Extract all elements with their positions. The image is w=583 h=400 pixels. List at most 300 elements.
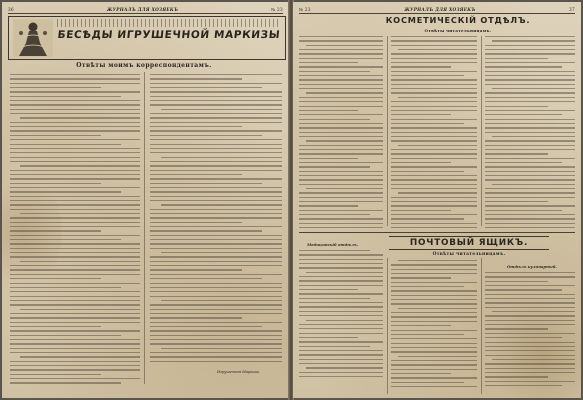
- text-line: [299, 101, 383, 102]
- text-line: [150, 217, 282, 218]
- text-line: [398, 308, 477, 309]
- text-line: [150, 209, 282, 210]
- text-line: [391, 175, 477, 176]
- text-line: [485, 272, 575, 273]
- right-running-head: [299, 5, 575, 14]
- text-line: [299, 71, 370, 72]
- text-line: [485, 276, 575, 277]
- text-line: [485, 188, 575, 189]
- text-line: [299, 127, 383, 128]
- text-line: [10, 191, 121, 192]
- text-line: [10, 243, 140, 244]
- text-line: [299, 210, 383, 211]
- text-line: [10, 317, 140, 318]
- text-line: [10, 274, 140, 275]
- text-line: [10, 74, 140, 75]
- text-line: [150, 343, 282, 344]
- text-line: [485, 355, 575, 356]
- cosmetic-col-1: [299, 36, 383, 232]
- text-line: [10, 157, 140, 158]
- text-line: [10, 343, 140, 344]
- medical-subhead: Медицинскій отдѣлъ.: [307, 242, 359, 247]
- text-line: [391, 330, 477, 331]
- text-line: [10, 109, 140, 110]
- text-line: [150, 239, 282, 240]
- text-line: [10, 135, 101, 136]
- mailbox-title: ПОЧТОВЫЙ ЯЩИКЪ.: [389, 236, 549, 250]
- text-line: [10, 126, 140, 127]
- text-line: [391, 136, 477, 137]
- text-line: [10, 278, 101, 279]
- text-line: [10, 204, 140, 205]
- text-line: [10, 313, 140, 314]
- text-line: [485, 162, 562, 163]
- text-line: [150, 265, 282, 266]
- text-line: [10, 222, 140, 223]
- text-line: [150, 330, 282, 331]
- text-line: [391, 277, 451, 278]
- text-line: [10, 352, 140, 353]
- text-line: [299, 149, 383, 150]
- text-line: [391, 286, 464, 287]
- text-line: [398, 192, 477, 193]
- text-line: [299, 123, 383, 124]
- right-page-number: 37: [569, 6, 575, 12]
- text-line: [150, 196, 282, 197]
- text-line: [492, 88, 575, 89]
- text-line: [485, 127, 575, 128]
- text-line: [299, 158, 358, 159]
- text-line: [150, 113, 282, 114]
- text-line: [150, 313, 282, 314]
- text-line: [150, 91, 282, 92]
- text-line: [10, 170, 140, 171]
- text-line: [485, 75, 575, 76]
- text-line: [161, 157, 282, 158]
- text-line: [299, 153, 383, 154]
- text-line: [10, 374, 101, 375]
- text-line: [10, 78, 140, 79]
- text-line: [299, 341, 383, 342]
- text-line: [299, 62, 358, 63]
- text-line: [150, 335, 282, 336]
- text-line: [299, 175, 383, 176]
- text-line: [150, 352, 282, 353]
- text-line: [299, 328, 383, 329]
- mailbox-col-3: [485, 272, 575, 394]
- text-line: [150, 122, 282, 123]
- text-line: [20, 213, 140, 214]
- text-line: [299, 337, 358, 338]
- text-line: [485, 210, 562, 211]
- text-line: [391, 321, 477, 322]
- text-line: [485, 346, 575, 347]
- text-line: [391, 299, 477, 300]
- text-line: [391, 66, 451, 67]
- cook-subhead: Отдѣлъ кулинарный.: [507, 264, 557, 269]
- text-line: [150, 291, 282, 292]
- text-line: [485, 66, 562, 67]
- left-running-head: [8, 5, 283, 14]
- text-line: [150, 170, 282, 171]
- text-line: [391, 377, 477, 378]
- text-line: [10, 235, 140, 236]
- text-line: [391, 227, 477, 228]
- text-line: [485, 281, 548, 282]
- text-line: [391, 171, 464, 172]
- text-line: [485, 132, 575, 133]
- text-line: [299, 162, 383, 163]
- text-line: [10, 183, 101, 184]
- text-line: [150, 248, 282, 249]
- text-line: [150, 235, 282, 236]
- text-line: [391, 210, 451, 211]
- text-line: [299, 106, 383, 107]
- text-line: [391, 149, 477, 150]
- text-line: [299, 298, 370, 299]
- text-line: [485, 179, 575, 180]
- text-line: [150, 213, 282, 214]
- text-line: [398, 356, 477, 357]
- text-line: [391, 101, 477, 102]
- text-line: [10, 200, 140, 201]
- text-line: [485, 223, 575, 224]
- text-line: [10, 248, 140, 249]
- section-rule: [299, 232, 575, 233]
- text-line: [10, 161, 140, 162]
- text-line: [391, 295, 477, 296]
- text-line: [10, 378, 140, 379]
- text-line: [485, 298, 575, 299]
- text-line: [10, 239, 121, 240]
- text-line: [299, 145, 383, 146]
- text-line: [391, 290, 477, 291]
- text-line: [150, 87, 262, 88]
- text-line: [485, 302, 575, 303]
- mailbox-col-1: [299, 250, 383, 394]
- text-line: [485, 328, 548, 329]
- text-line: [299, 197, 383, 198]
- text-line: [10, 296, 140, 297]
- right-column-text: [150, 74, 282, 364]
- cosmetic-col-2: [391, 36, 477, 232]
- text-line: [150, 74, 282, 75]
- left-issue-number: № 23: [271, 6, 283, 12]
- text-line: [150, 243, 282, 244]
- text-line: [391, 334, 464, 335]
- column-divider: [387, 258, 388, 394]
- text-line: [391, 269, 477, 270]
- text-line: [485, 197, 575, 198]
- text-line: [10, 139, 140, 140]
- banner-lace-ornament: [57, 19, 281, 27]
- text-line: [150, 356, 282, 357]
- text-line: [10, 335, 121, 336]
- text-line: [391, 140, 477, 141]
- text-line: [150, 187, 282, 188]
- text-line: [150, 200, 282, 201]
- text-line: [485, 114, 562, 115]
- text-line: [391, 92, 477, 93]
- text-line: [391, 166, 477, 167]
- article-heading: Отвѣты моимъ корреспондентамъ.: [76, 62, 212, 69]
- text-line: [485, 92, 575, 93]
- text-line: [391, 364, 477, 365]
- text-line: [299, 84, 383, 85]
- right-running-title: ЖУРНАЛЪ ДЛЯ ХОЗЯЕКЪ: [404, 6, 476, 12]
- text-line: [299, 223, 383, 224]
- text-line: [150, 144, 282, 145]
- column-divider: [387, 36, 388, 226]
- text-line: [10, 252, 140, 253]
- text-line: [161, 252, 282, 253]
- text-line: [150, 83, 282, 84]
- text-line: [391, 75, 464, 76]
- text-line: [10, 361, 140, 362]
- text-line: [150, 261, 282, 262]
- text-line: [485, 84, 575, 85]
- text-line: [485, 315, 575, 316]
- text-line: [485, 307, 575, 308]
- text-line: [20, 117, 140, 118]
- text-line: [391, 158, 477, 159]
- text-line: [10, 174, 140, 175]
- text-line: [485, 227, 575, 228]
- text-line: [10, 130, 140, 131]
- text-line: [299, 184, 383, 185]
- text-line: [299, 192, 383, 193]
- text-line: [150, 126, 242, 127]
- text-line: [485, 320, 575, 321]
- text-line: [10, 322, 140, 323]
- text-line: [150, 135, 262, 136]
- text-line: [150, 174, 242, 175]
- text-line: [391, 114, 451, 115]
- text-line: [391, 184, 477, 185]
- text-line: [391, 88, 477, 89]
- text-line: [150, 139, 282, 140]
- text-line: [10, 83, 140, 84]
- column-divider: [144, 72, 145, 384]
- text-line: [391, 312, 477, 313]
- text-line: [20, 356, 140, 357]
- right-page: [293, 2, 581, 398]
- text-line: [492, 40, 575, 41]
- text-line: [306, 92, 383, 93]
- text-line: [299, 285, 383, 286]
- text-line: [485, 79, 575, 80]
- text-line: [306, 320, 383, 321]
- text-line: [485, 333, 575, 334]
- text-line: [398, 260, 477, 261]
- text-line: [10, 382, 121, 383]
- text-line: [20, 261, 140, 262]
- text-line: [391, 58, 477, 59]
- text-line: [391, 119, 477, 120]
- text-line: [10, 152, 140, 153]
- text-line: [299, 36, 383, 37]
- text-line: [391, 303, 477, 304]
- text-line: [485, 149, 575, 150]
- text-line: [485, 337, 562, 338]
- text-line: [150, 278, 262, 279]
- text-line: [299, 58, 383, 59]
- text-line: [492, 359, 575, 360]
- cosmetic-dept-title: КОСМЕТИЧЕСКІЙ ОТДѢЛЪ.: [385, 15, 531, 25]
- text-line: [299, 259, 383, 260]
- text-line: [299, 227, 383, 228]
- text-line: [10, 209, 140, 210]
- text-line: [299, 350, 383, 351]
- text-line: [485, 376, 548, 377]
- left-signature: Игрушечная Маркиза.: [217, 370, 260, 374]
- text-line: [391, 316, 477, 317]
- text-line: [299, 306, 383, 307]
- text-line: [10, 330, 140, 331]
- text-line: [398, 145, 477, 146]
- text-line: [485, 205, 575, 206]
- text-line: [299, 293, 383, 294]
- text-line: [391, 79, 477, 80]
- text-line: [391, 347, 477, 348]
- text-line: [391, 153, 477, 154]
- column-divider: [481, 36, 482, 226]
- text-line: [150, 317, 242, 318]
- text-line: [10, 283, 140, 284]
- text-line: [299, 114, 383, 115]
- text-line: [299, 53, 383, 54]
- text-line: [299, 354, 383, 355]
- text-line: [485, 97, 575, 98]
- text-line: [150, 309, 282, 310]
- text-line: [10, 287, 121, 288]
- text-line: [485, 363, 575, 364]
- text-line: [391, 45, 477, 46]
- text-line: [10, 113, 140, 114]
- text-line: [485, 58, 548, 59]
- text-line: [10, 226, 140, 227]
- text-line: [150, 100, 282, 101]
- text-line: [306, 272, 383, 273]
- text-line: [150, 130, 282, 131]
- text-line: [150, 178, 282, 179]
- text-line: [150, 256, 282, 257]
- text-line: [485, 62, 575, 63]
- text-line: [485, 49, 575, 50]
- text-line: [10, 365, 140, 366]
- text-line: [20, 165, 140, 166]
- text-line: [299, 75, 383, 76]
- cosmetic-col-3: [485, 36, 575, 232]
- text-line: [391, 351, 477, 352]
- text-line: [150, 161, 282, 162]
- text-line: [391, 162, 451, 163]
- text-line: [485, 110, 575, 111]
- text-line: [485, 166, 575, 167]
- text-line: [150, 165, 282, 166]
- text-line: [485, 372, 575, 373]
- text-line: [150, 78, 242, 79]
- text-line: [10, 256, 140, 257]
- text-line: [485, 123, 575, 124]
- text-line: [391, 106, 477, 107]
- text-line: [299, 324, 383, 325]
- column-banner: [8, 16, 286, 60]
- text-line: [391, 84, 477, 85]
- text-line: [485, 342, 575, 343]
- text-line: [485, 101, 575, 102]
- text-line: [485, 381, 575, 382]
- text-line: [299, 359, 383, 360]
- text-line: [391, 205, 477, 206]
- text-line: [150, 296, 282, 297]
- text-line: [10, 269, 140, 270]
- text-line: [485, 53, 575, 54]
- text-line: [150, 226, 282, 227]
- text-line: [391, 127, 477, 128]
- left-column-text: [10, 74, 140, 386]
- text-line: [150, 191, 282, 192]
- text-line: [150, 222, 242, 223]
- text-line: [299, 289, 358, 290]
- text-line: [485, 385, 562, 386]
- cosmetic-dept-subtitle: Отвѣты читательницамъ.: [424, 28, 492, 33]
- text-line: [10, 148, 140, 149]
- text-line: [299, 97, 383, 98]
- text-line: [299, 166, 370, 167]
- text-line: [485, 119, 575, 120]
- text-line: [485, 218, 575, 219]
- text-line: [20, 309, 140, 310]
- text-line: [150, 117, 282, 118]
- column-divider: [481, 258, 482, 394]
- text-line: [485, 158, 575, 159]
- text-line: [299, 376, 383, 377]
- text-line: [299, 267, 383, 268]
- text-line: [150, 274, 282, 275]
- text-line: [485, 285, 575, 286]
- text-line: [391, 53, 477, 54]
- text-line: [485, 145, 575, 146]
- text-line: [391, 132, 477, 133]
- text-line: [150, 183, 262, 184]
- text-line: [391, 40, 477, 41]
- right-issue-number: № 23: [299, 6, 311, 12]
- text-line: [391, 282, 477, 283]
- text-line: [391, 201, 477, 202]
- text-line: [10, 348, 140, 349]
- text-line: [306, 188, 383, 189]
- text-line: [485, 350, 575, 351]
- text-line: [485, 36, 575, 37]
- text-line: [10, 369, 140, 370]
- text-line: [391, 325, 451, 326]
- text-line: [391, 123, 464, 124]
- text-line: [391, 71, 477, 72]
- text-line: [299, 218, 383, 219]
- text-line: [161, 348, 282, 349]
- text-line: [391, 386, 477, 387]
- text-line: [306, 140, 383, 141]
- text-line: [299, 280, 383, 281]
- text-line: [299, 132, 383, 133]
- text-line: [299, 315, 383, 316]
- text-line: [485, 171, 575, 172]
- text-line: [10, 100, 140, 101]
- text-line: [10, 87, 101, 88]
- text-line: [10, 265, 140, 266]
- text-line: [299, 136, 383, 137]
